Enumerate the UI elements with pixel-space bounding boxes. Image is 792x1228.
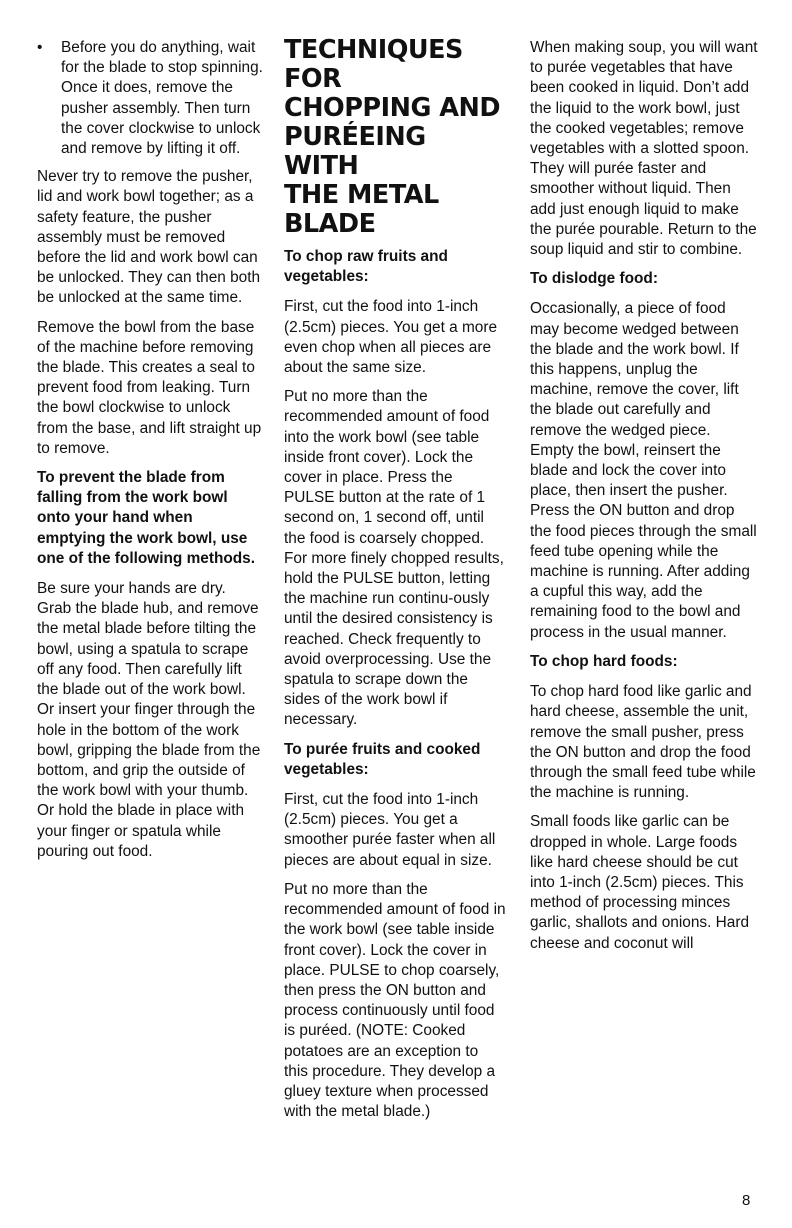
- heading-puree: To purée fruits and cooked vegetables:: [284, 740, 481, 778]
- bullet-item: [37, 38, 263, 159]
- paragraph-dislodge: Occasionally, a piece of food may become wedged between the blade and the work bowl. If this happens, unplug the machine, remove the cover, lift the blade out carefully and remove the wedged piece. Empty the bowl, reinsert the blade and lock the cover into place, then insert the pusher. Press the ON button and drop the food pieces through the small feed tube opening while the machine is running. After adding a cupful this way, add the remaining food to the bowl and process in the usual manner.: [530, 300, 757, 641]
- heading-dislodge-food: To dislodge food:: [530, 270, 658, 288]
- bullet-dot-icon: •: [37, 39, 43, 56]
- column-middle: [284, 35, 506, 1131]
- paragraph-soup: When making soup, you will want to purée vegetables that have been cooked in liquid. Don’t add the liquid to the work bowl, just the cooked vegetables; remove vegetables with a slotted spoon. They will purée faster and smoother without liquid. Then add just enough liquid to make the purée pourable. Return to the soup liquid and stir to combine.: [530, 39, 758, 259]
- paragraph-hard-foods: To chop hard food like garlic and hard cheese, assemble the unit, remove the small pusher, press the ON button and drop the food through the small feed tube while the machine is running.: [530, 683, 756, 802]
- paragraph-chop-raw-cut: First, cut the food into 1-inch (2.5cm) pieces. You get a more even chop when all pieces are about the same size.: [284, 298, 498, 377]
- section-title: TECHNIQUES FOR CHOPPING AND PURÉEING WITH THE METAL BLADE: [284, 35, 500, 239]
- column-right: [530, 38, 758, 963]
- paragraph-remove-bowl: Remove the bowl from the base of the machine before removing the blade. This creates a seal to prevent food from leaking. Turn the bowl clockwise to unlock from the base, and lift straight up to remove.: [37, 318, 262, 457]
- column-left: [37, 38, 263, 871]
- paragraph-chop-raw-process: Put no more than the recommended amount of food into the work bowl (see table inside front cover). Lock the cover in place. Press the PULSE button at the rate of 1 second on, 1 second off, until the food is coarsely chopped. For more finely chopped results, hold the PULSE button, letting the machine run continu-ously until the desired consistency is reached. Check frequently to avoid overprocessing. Use the spatula to scrape down the sides of the work bowl if necessary.: [284, 388, 504, 729]
- bullet-text: Before you do anything, wait for the blade to stop spinning. Once it does, remove the pusher assembly. Then turn the cover clockwise to unlock and remove by lifting it off.: [61, 39, 263, 158]
- heading-chop-hard-foods: To chop hard foods:: [530, 652, 678, 670]
- page-number: 8: [742, 1192, 751, 1209]
- paragraph-blade-methods: Be sure your hands are dry. Grab the blade hub, and remove the metal blade before tilting the bowl, using a spatula to scrape off any food. Then carefully lift the blade out of the work bowl. Or insert your finger through the hole in the bottom of the work bowl, gripping the blade from the bottom, and grip the outside of the work bowl with your thumb. Or hold the blade in place with your finger or spatula while pouring out food.: [37, 580, 261, 860]
- paragraph-puree-cut: First, cut the food into 1-inch (2.5cm) pieces. You get a smoother purée faster when all pieces are about equal in size.: [284, 791, 496, 869]
- heading-prevent-blade-falling: To prevent the blade from falling from the work bowl onto your hand when emptying the work bowl, use one of the following methods.: [37, 469, 256, 567]
- paragraph-never-remove: Never try to remove the pusher, lid and work bowl together; as a safety feature, the pusher assembly must be removed before the lid and work bowl can be unlocked. They can then both be unlocked at the same time.: [37, 168, 261, 307]
- paragraph-puree-process: Put no more than the recommended amount of food in the work bowl (see table inside front cover). Lock the cover in place. PULSE to chop coarsely, then press the ON button and process continuously until food is puréed. (NOTE: Cooked potatoes are an exception to this procedure. They develop a gluey texture when processed with the metal blade.): [284, 880, 506, 1121]
- heading-chop-raw: To chop raw fruits and vegetables:: [284, 248, 448, 286]
- paragraph-small-foods: Small foods like garlic can be dropped in whole. Large foods like hard cheese should be cut into 1-inch (2.5cm) pieces. This method of processing minces garlic, shallots and onions. Hard cheese and coconut will: [530, 813, 750, 952]
